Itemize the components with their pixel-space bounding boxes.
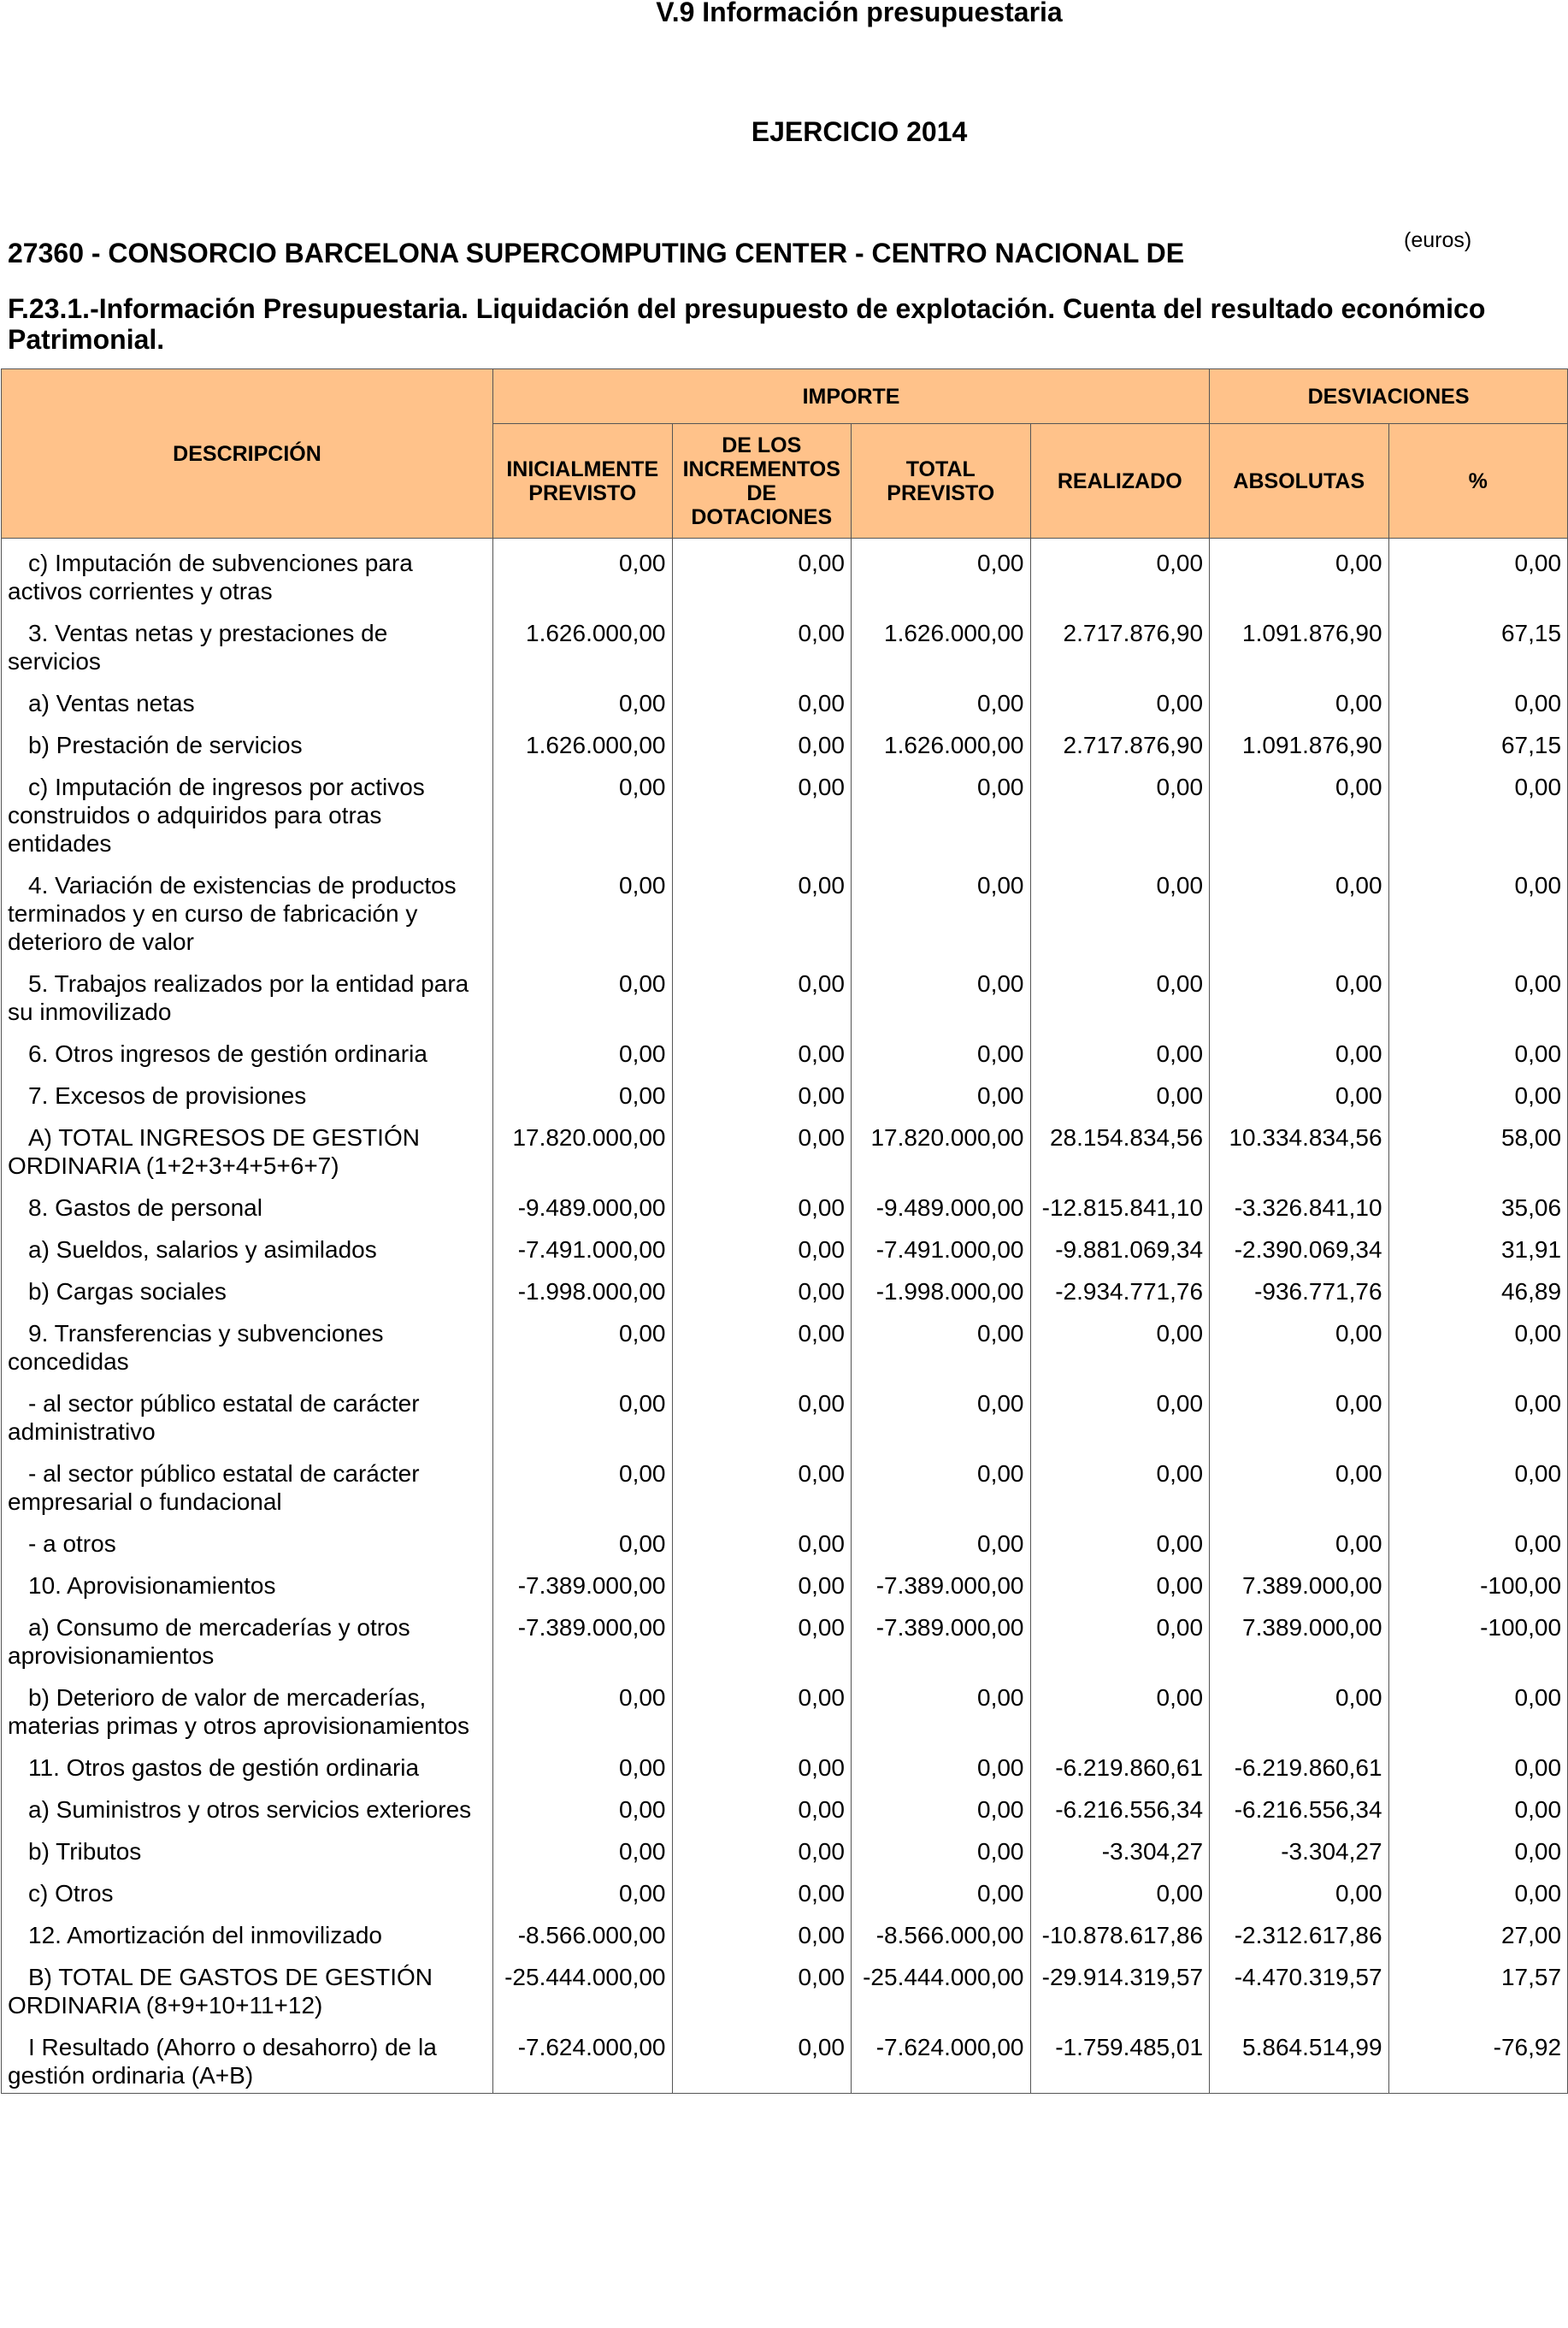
table-row [2, 1603, 1568, 1673]
cell-porcentaje: 0,00 [1388, 1379, 1568, 1449]
cell-inicialmente-previsto: -7.624.000,00 [493, 2023, 673, 2094]
table-row [2, 721, 1568, 763]
cell-porcentaje: 17,57 [1388, 1953, 1568, 2023]
table-row [2, 959, 1568, 1029]
cell-inicialmente-previsto: 0,00 [493, 1519, 673, 1561]
row-description-cell [2, 1911, 493, 1953]
cell-inicialmente-previsto: 0,00 [493, 1869, 673, 1911]
cell-inicialmente-previsto: 0,00 [493, 1827, 673, 1869]
cell-realizado: 0,00 [1030, 1379, 1210, 1449]
cell-total-previsto: 1.626.000,00 [852, 609, 1031, 679]
table-row [2, 609, 1568, 679]
table-row [2, 2023, 1568, 2094]
cell-absolutas: -6.216.556,34 [1210, 1785, 1389, 1827]
cell-total-previsto: 1.626.000,00 [852, 721, 1031, 763]
row-description: b) Cargas sociales [28, 1278, 227, 1305]
table-row [2, 1225, 1568, 1267]
header-realizado: REALIZADO [1030, 424, 1210, 539]
cell-porcentaje: 0,00 [1388, 1519, 1568, 1561]
cell-inicialmente-previsto: 0,00 [493, 861, 673, 959]
row-description-cell [2, 721, 493, 763]
table-row [2, 1953, 1568, 2023]
cell-absolutas: 0,00 [1210, 1449, 1389, 1519]
table-row [2, 763, 1568, 861]
budget-table [1, 368, 1568, 2094]
row-description: 8. Gastos de personal [28, 1194, 262, 1221]
cell-absolutas: -3.326.841,10 [1210, 1183, 1389, 1225]
table-row [2, 1113, 1568, 1183]
cell-total-previsto: 0,00 [852, 1673, 1031, 1743]
row-description-cell [2, 1225, 493, 1267]
header-absolutas: ABSOLUTAS [1210, 424, 1389, 539]
cell-realizado: -2.934.771,76 [1030, 1267, 1210, 1309]
table-row [2, 1827, 1568, 1869]
cell-absolutas: 0,00 [1210, 763, 1389, 861]
cell-total-previsto: 0,00 [852, 1071, 1031, 1113]
table-row [2, 679, 1568, 721]
cell-incrementos-dotaciones: 0,00 [672, 1449, 852, 1519]
table-row [2, 1267, 1568, 1309]
cell-total-previsto: 17.820.000,00 [852, 1113, 1031, 1183]
cell-realizado: 0,00 [1030, 1029, 1210, 1071]
entity-title: 27360 - CONSORCIO BARCELONA SUPERCOMPUTING CENTER - CENTRO NACIONAL DE [8, 238, 1185, 268]
cell-realizado: -6.216.556,34 [1030, 1785, 1210, 1827]
cell-incrementos-dotaciones: 0,00 [672, 1561, 852, 1603]
row-description: c) Imputación de ingresos por activos construidos o adquiridos para otras entidades [8, 774, 425, 857]
table-row [2, 1785, 1568, 1827]
row-description-cell [2, 1379, 493, 1449]
cell-realizado: 0,00 [1030, 1869, 1210, 1911]
row-description: 11. Otros gastos de gestión ordinaria [28, 1754, 420, 1781]
cell-realizado: -10.878.617,86 [1030, 1911, 1210, 1953]
cell-inicialmente-previsto: 0,00 [493, 1673, 673, 1743]
cell-absolutas: 1.091.876,90 [1210, 721, 1389, 763]
cell-porcentaje: 27,00 [1388, 1911, 1568, 1953]
header-importe: IMPORTE [493, 369, 1210, 424]
row-description-cell [2, 1953, 493, 2023]
cell-incrementos-dotaciones: 0,00 [672, 861, 852, 959]
cell-realizado: -12.815.841,10 [1030, 1183, 1210, 1225]
row-description: c) Imputación de subvenciones para activos corrientes y otras [8, 550, 413, 604]
cell-total-previsto: 0,00 [852, 1785, 1031, 1827]
cell-incrementos-dotaciones: 0,00 [672, 1519, 852, 1561]
row-description-cell [2, 1029, 493, 1071]
cell-porcentaje: 0,00 [1388, 1309, 1568, 1379]
cell-realizado: 0,00 [1030, 861, 1210, 959]
row-description: 3. Ventas netas y prestaciones de servicios [8, 620, 388, 675]
cell-incrementos-dotaciones: 0,00 [672, 1603, 852, 1673]
cell-porcentaje: 0,00 [1388, 1673, 1568, 1743]
cell-realizado: -9.881.069,34 [1030, 1225, 1210, 1267]
cell-incrementos-dotaciones: 0,00 [672, 679, 852, 721]
cell-porcentaje: 0,00 [1388, 1827, 1568, 1869]
cell-porcentaje: 0,00 [1388, 1449, 1568, 1519]
row-description-cell [2, 1827, 493, 1869]
cell-porcentaje: 0,00 [1388, 1743, 1568, 1785]
row-description: A) TOTAL INGRESOS DE GESTIÓN ORDINARIA (1+2+3+4+5+6+7) [8, 1124, 420, 1179]
cell-inicialmente-previsto: -1.998.000,00 [493, 1267, 673, 1309]
cell-porcentaje: -76,92 [1388, 2023, 1568, 2094]
cell-total-previsto: 0,00 [852, 1309, 1031, 1379]
cell-absolutas: 1.091.876,90 [1210, 609, 1389, 679]
cell-porcentaje: -100,00 [1388, 1603, 1568, 1673]
cell-absolutas: 0,00 [1210, 1673, 1389, 1743]
cell-incrementos-dotaciones: 0,00 [672, 1225, 852, 1267]
cell-porcentaje: 0,00 [1388, 1869, 1568, 1911]
cell-absolutas: 0,00 [1210, 959, 1389, 1029]
row-description: a) Sueldos, salarios y asimilados [28, 1236, 377, 1263]
cell-inicialmente-previsto: -7.491.000,00 [493, 1225, 673, 1267]
cell-inicialmente-previsto: 0,00 [493, 1309, 673, 1379]
cell-absolutas: 10.334.834,56 [1210, 1113, 1389, 1183]
row-description: 9. Transferencias y subvenciones concedidas [8, 1320, 384, 1375]
cell-total-previsto: -1.998.000,00 [852, 1267, 1031, 1309]
table-header [2, 369, 1568, 539]
row-description: 5. Trabajos realizados por la entidad para su inmovilizado [8, 970, 469, 1025]
cell-total-previsto: -25.444.000,00 [852, 1953, 1031, 2023]
row-description-cell [2, 1309, 493, 1379]
cell-porcentaje: 0,00 [1388, 679, 1568, 721]
row-description: - al sector público estatal de carácter empresarial o fundacional [8, 1460, 420, 1515]
cell-absolutas: -936.771,76 [1210, 1267, 1389, 1309]
cell-inicialmente-previsto: 1.626.000,00 [493, 721, 673, 763]
row-description-cell [2, 2023, 493, 2094]
units-note: (euros) [1404, 228, 1472, 252]
cell-realizado: 0,00 [1030, 959, 1210, 1029]
row-description: - a otros [28, 1530, 116, 1557]
cell-total-previsto: 0,00 [852, 539, 1031, 610]
row-description: a) Suministros y otros servicios exteriores [28, 1796, 472, 1823]
cell-absolutas: 0,00 [1210, 1071, 1389, 1113]
cell-inicialmente-previsto: 0,00 [493, 679, 673, 721]
table-row [2, 1183, 1568, 1225]
cell-total-previsto: 0,00 [852, 1029, 1031, 1071]
cell-realizado: 0,00 [1030, 1603, 1210, 1673]
table-row [2, 1869, 1568, 1911]
cell-incrementos-dotaciones: 0,00 [672, 959, 852, 1029]
cell-realizado: 0,00 [1030, 1449, 1210, 1519]
cell-incrementos-dotaciones: 0,00 [672, 1071, 852, 1113]
cell-absolutas: 0,00 [1210, 1379, 1389, 1449]
table-row [2, 1561, 1568, 1603]
cell-realizado: 0,00 [1030, 539, 1210, 610]
cell-incrementos-dotaciones: 0,00 [672, 2023, 852, 2094]
header-row-groups [2, 369, 1568, 424]
cell-inicialmente-previsto: 0,00 [493, 1449, 673, 1519]
header-desviaciones: DESVIACIONES [1210, 369, 1568, 424]
row-description-cell [2, 609, 493, 679]
row-description: I Resultado (Ahorro o desahorro) de la gestión ordinaria (A+B) [8, 2034, 437, 2089]
cell-porcentaje: 67,15 [1388, 721, 1568, 763]
row-description-cell [2, 959, 493, 1029]
cell-inicialmente-previsto: 0,00 [493, 1785, 673, 1827]
cell-total-previsto: -7.624.000,00 [852, 2023, 1031, 2094]
cell-realizado: -29.914.319,57 [1030, 1953, 1210, 2023]
cell-total-previsto: 0,00 [852, 1869, 1031, 1911]
row-description: 4. Variación de existencias de productos terminados y en curso de fabricación y deterioro de valor [8, 872, 457, 955]
cell-absolutas: 7.389.000,00 [1210, 1561, 1389, 1603]
cell-porcentaje: 0,00 [1388, 1029, 1568, 1071]
header-description: DESCRIPCIÓN [2, 369, 493, 539]
row-description-cell [2, 1603, 493, 1673]
cell-inicialmente-previsto: -7.389.000,00 [493, 1603, 673, 1673]
cell-incrementos-dotaciones: 0,00 [672, 1911, 852, 1953]
cell-inicialmente-previsto: 0,00 [493, 1743, 673, 1785]
cell-porcentaje: 0,00 [1388, 959, 1568, 1029]
row-description-cell [2, 1519, 493, 1561]
cell-total-previsto: 0,00 [852, 1743, 1031, 1785]
row-description-cell [2, 1561, 493, 1603]
cell-total-previsto: -7.389.000,00 [852, 1561, 1031, 1603]
cell-absolutas: 0,00 [1210, 679, 1389, 721]
cell-porcentaje: 46,89 [1388, 1267, 1568, 1309]
cell-absolutas: -2.312.617,86 [1210, 1911, 1389, 1953]
table-row [2, 1449, 1568, 1519]
cell-total-previsto: 0,00 [852, 1449, 1031, 1519]
row-description: 12. Amortización del inmovilizado [28, 1922, 382, 1948]
cell-incrementos-dotaciones: 0,00 [672, 1673, 852, 1743]
cell-absolutas: 0,00 [1210, 1029, 1389, 1071]
header-incrementos-dotaciones: DE LOS INCREMENTOS DE DOTACIONES [672, 424, 852, 539]
cell-absolutas: 0,00 [1210, 1519, 1389, 1561]
cell-incrementos-dotaciones: 0,00 [672, 1953, 852, 2023]
cell-realizado: 2.717.876,90 [1030, 609, 1210, 679]
row-description-cell [2, 1673, 493, 1743]
cell-inicialmente-previsto: 0,00 [493, 1029, 673, 1071]
cell-absolutas: 0,00 [1210, 539, 1389, 610]
table-row [2, 539, 1568, 610]
cell-porcentaje: 58,00 [1388, 1113, 1568, 1183]
cell-incrementos-dotaciones: 0,00 [672, 721, 852, 763]
cell-porcentaje: 0,00 [1388, 539, 1568, 610]
cell-absolutas: 0,00 [1210, 1869, 1389, 1911]
table-row [2, 1519, 1568, 1561]
cell-inicialmente-previsto: -9.489.000,00 [493, 1183, 673, 1225]
row-description-cell [2, 679, 493, 721]
cell-absolutas: 0,00 [1210, 861, 1389, 959]
header-total-previsto: TOTAL PREVISTO [852, 424, 1031, 539]
cell-realizado: 0,00 [1030, 1071, 1210, 1113]
table-row [2, 1029, 1568, 1071]
cell-realizado: 0,00 [1030, 763, 1210, 861]
cell-total-previsto: -7.491.000,00 [852, 1225, 1031, 1267]
cell-incrementos-dotaciones: 0,00 [672, 1113, 852, 1183]
header-inicialmente-previsto: INICIALMENTE PREVISTO [493, 424, 673, 539]
cell-incrementos-dotaciones: 0,00 [672, 1785, 852, 1827]
cell-incrementos-dotaciones: 0,00 [672, 1267, 852, 1309]
cell-total-previsto: 0,00 [852, 1519, 1031, 1561]
cell-inicialmente-previsto: 0,00 [493, 959, 673, 1029]
row-description-cell [2, 1869, 493, 1911]
cell-absolutas: -6.219.860,61 [1210, 1743, 1389, 1785]
year-title: EJERCICIO 2014 [751, 116, 968, 147]
cell-absolutas: -2.390.069,34 [1210, 1225, 1389, 1267]
cell-absolutas: 7.389.000,00 [1210, 1603, 1389, 1673]
form-title: F.23.1.-Información Presupuestaria. Liquidación del presupuesto de explotación. Cuenta del resultado económico Patrimonial. [8, 293, 1486, 355]
cell-porcentaje: 31,91 [1388, 1225, 1568, 1267]
cell-realizado: -1.759.485,01 [1030, 2023, 1210, 2094]
row-description-cell [2, 1449, 493, 1519]
cell-incrementos-dotaciones: 0,00 [672, 1029, 852, 1071]
row-description: a) Consumo de mercaderías y otros aprovisionamientos [8, 1614, 410, 1669]
cell-total-previsto: 0,00 [852, 679, 1031, 721]
row-description-cell [2, 861, 493, 959]
cell-realizado: 0,00 [1030, 679, 1210, 721]
row-description: 6. Otros ingresos de gestión ordinaria [28, 1040, 427, 1067]
cell-total-previsto: -7.389.000,00 [852, 1603, 1031, 1673]
table-row [2, 1379, 1568, 1449]
cell-realizado: 28.154.834,56 [1030, 1113, 1210, 1183]
cell-porcentaje: 0,00 [1388, 763, 1568, 861]
row-description-cell [2, 1785, 493, 1827]
table-row [2, 1673, 1568, 1743]
cell-inicialmente-previsto: 0,00 [493, 1379, 673, 1449]
cell-inicialmente-previsto: 0,00 [493, 1071, 673, 1113]
cell-inicialmente-previsto: -25.444.000,00 [493, 1953, 673, 2023]
row-description-cell [2, 1267, 493, 1309]
cell-incrementos-dotaciones: 0,00 [672, 1743, 852, 1785]
cell-porcentaje: -100,00 [1388, 1561, 1568, 1603]
row-description: B) TOTAL DE GASTOS DE GESTIÓN ORDINARIA (8+9+10+11+12) [8, 1964, 433, 2019]
table-row [2, 1911, 1568, 1953]
cell-incrementos-dotaciones: 0,00 [672, 1309, 852, 1379]
cell-total-previsto: -9.489.000,00 [852, 1183, 1031, 1225]
row-description: 10. Aprovisionamientos [28, 1572, 276, 1599]
cell-incrementos-dotaciones: 0,00 [672, 1379, 852, 1449]
cell-realizado: 0,00 [1030, 1309, 1210, 1379]
row-description-cell [2, 1071, 493, 1113]
row-description-cell [2, 539, 493, 610]
header-porcentaje: % [1388, 424, 1568, 539]
cell-incrementos-dotaciones: 0,00 [672, 609, 852, 679]
cell-realizado: -6.219.860,61 [1030, 1743, 1210, 1785]
table-body [2, 539, 1568, 2094]
cell-absolutas: 0,00 [1210, 1309, 1389, 1379]
cell-realizado: 2.717.876,90 [1030, 721, 1210, 763]
cell-total-previsto: 0,00 [852, 959, 1031, 1029]
cell-realizado: 0,00 [1030, 1519, 1210, 1561]
cell-incrementos-dotaciones: 0,00 [672, 539, 852, 610]
row-description: b) Tributos [28, 1838, 142, 1865]
cell-total-previsto: -8.566.000,00 [852, 1911, 1031, 1953]
cell-inicialmente-previsto: 17.820.000,00 [493, 1113, 673, 1183]
row-description: a) Ventas netas [28, 690, 195, 716]
cell-porcentaje: 67,15 [1388, 609, 1568, 679]
row-description: c) Otros [28, 1880, 114, 1907]
table-row [2, 1309, 1568, 1379]
cell-incrementos-dotaciones: 0,00 [672, 1183, 852, 1225]
cell-realizado: 0,00 [1030, 1561, 1210, 1603]
row-description: b) Prestación de servicios [28, 732, 303, 758]
section-title: V.9 Información presupuestaria [656, 0, 1063, 27]
cell-total-previsto: 0,00 [852, 1827, 1031, 1869]
table-row [2, 1743, 1568, 1785]
cell-absolutas: -3.304,27 [1210, 1827, 1389, 1869]
cell-porcentaje: 35,06 [1388, 1183, 1568, 1225]
table-row [2, 861, 1568, 959]
row-description-cell [2, 1183, 493, 1225]
row-description: 7. Excesos de provisiones [28, 1082, 307, 1109]
row-description-cell [2, 763, 493, 861]
cell-porcentaje: 0,00 [1388, 861, 1568, 959]
cell-inicialmente-previsto: 1.626.000,00 [493, 609, 673, 679]
table-row [2, 1071, 1568, 1113]
cell-absolutas: -4.470.319,57 [1210, 1953, 1389, 2023]
cell-absolutas: 5.864.514,99 [1210, 2023, 1389, 2094]
cell-incrementos-dotaciones: 0,00 [672, 1827, 852, 1869]
cell-realizado: -3.304,27 [1030, 1827, 1210, 1869]
cell-porcentaje: 0,00 [1388, 1785, 1568, 1827]
cell-realizado: 0,00 [1030, 1673, 1210, 1743]
cell-total-previsto: 0,00 [852, 763, 1031, 861]
cell-inicialmente-previsto: 0,00 [493, 763, 673, 861]
row-description: - al sector público estatal de carácter administrativo [8, 1390, 420, 1445]
cell-inicialmente-previsto: -7.389.000,00 [493, 1561, 673, 1603]
cell-incrementos-dotaciones: 0,00 [672, 763, 852, 861]
cell-porcentaje: 0,00 [1388, 1071, 1568, 1113]
cell-inicialmente-previsto: -8.566.000,00 [493, 1911, 673, 1953]
cell-inicialmente-previsto: 0,00 [493, 539, 673, 610]
cell-incrementos-dotaciones: 0,00 [672, 1869, 852, 1911]
row-description-cell [2, 1113, 493, 1183]
cell-total-previsto: 0,00 [852, 1379, 1031, 1449]
row-description: b) Deterioro de valor de mercaderías, materias primas y otros aprovisionamientos [8, 1684, 469, 1739]
cell-total-previsto: 0,00 [852, 861, 1031, 959]
row-description-cell [2, 1743, 493, 1785]
